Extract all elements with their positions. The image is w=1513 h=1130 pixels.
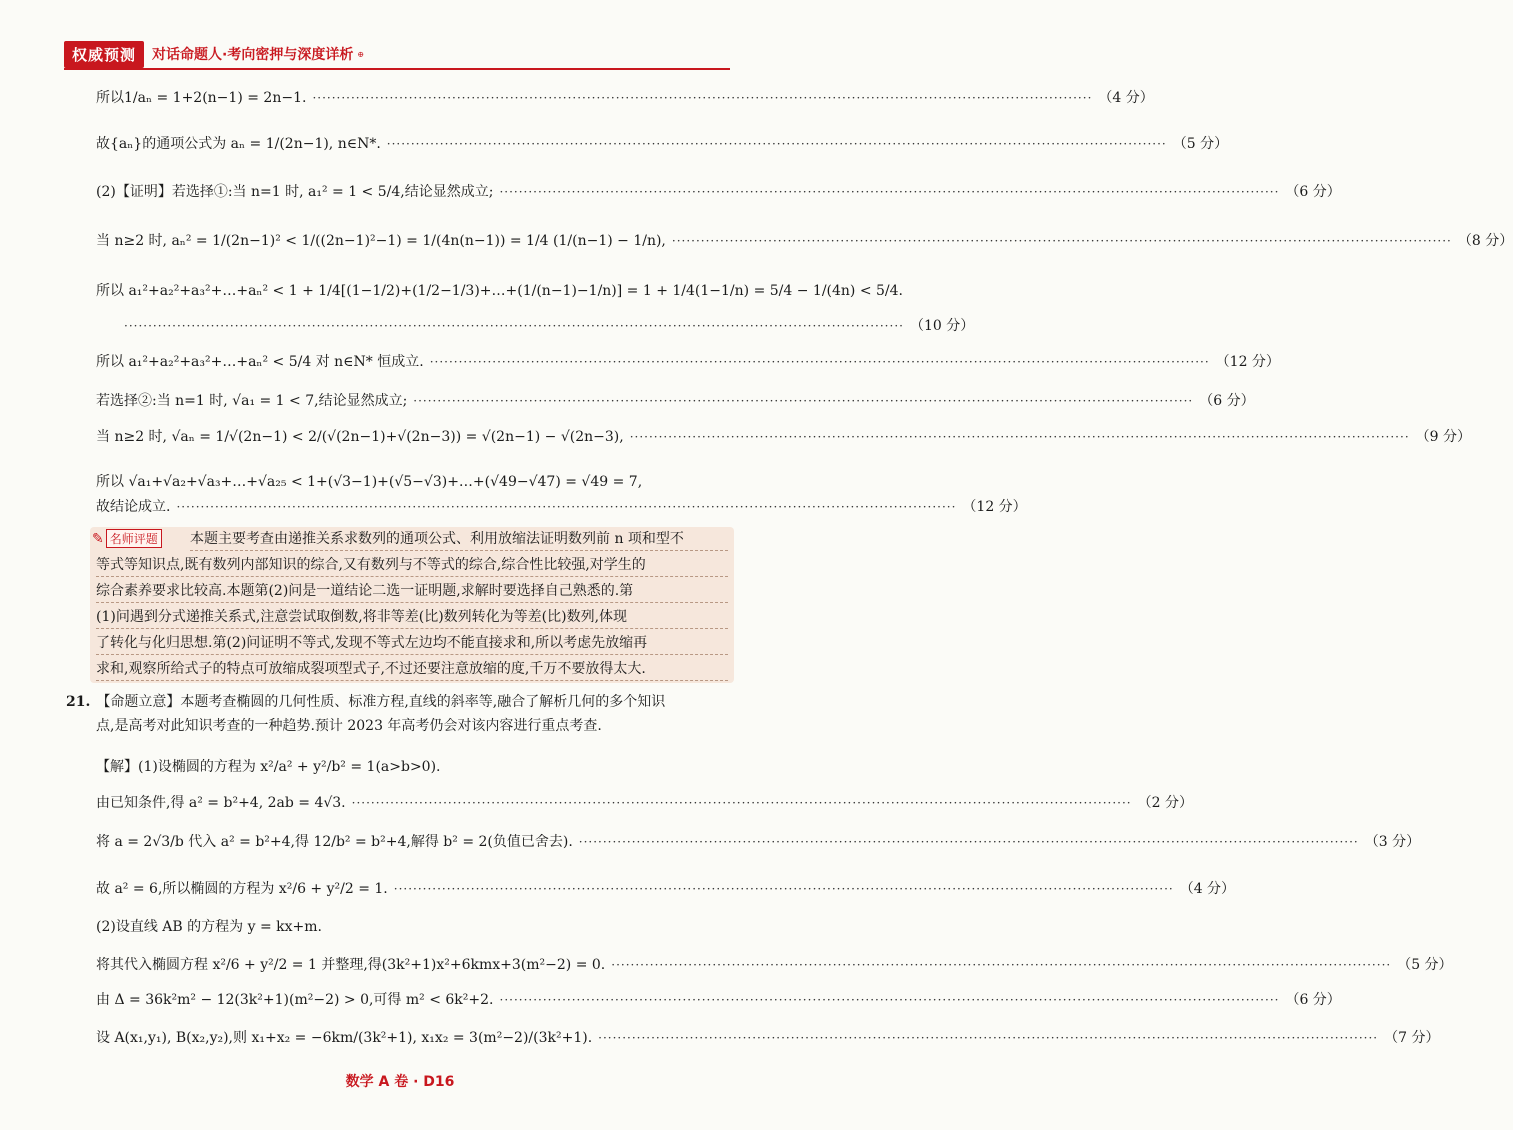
solution-line: 故结论成立. ····· （12 分） — [96, 497, 734, 517]
comment-line: (1)问遇到分式递推关系式,注意尝试取倒数,将非等差(比)数列转化为等差(比)数列,体现 — [96, 606, 728, 629]
comment-line: 本题主要考查由递推关系求数列的通项公式、利用放缩法证明数列前 n 项和型不 — [190, 528, 728, 551]
solution-line: 设 A(x₁,y₁), B(x₂,y₂),则 x₁+x₂ = −6km/(3k²+1), x₁x₂ = 3(m²−2)/(3k²+1). ····· （7 分） — [96, 1028, 734, 1048]
solution-line: 所以 √a₁+√a₂+√a₃+…+√a₂₅ < 1+(√3−1)+(√5−√3)+…+(√49−√47) = √49 = 7, — [96, 474, 643, 490]
header-badge: 权威预测 — [64, 41, 144, 68]
comment-tag — [92, 529, 162, 548]
teacher-comment-box — [90, 527, 734, 683]
comment-line: 了转化与化归思想.第(2)问证明不等式,发现不等式左边均不能直接求和,所以考虑先放缩再 — [96, 632, 728, 655]
q21-intro-cont: 点,是高考对此知识考查的一种趋势.预计 2023 年高考仍会对该内容进行重点考查. — [96, 718, 602, 734]
solution-line: 若选择②:当 n=1 时, √a₁ = 1 < 7,结论显然成立; ····· （6 分） — [96, 391, 734, 411]
solution-line: ····· （10 分） — [118, 316, 734, 336]
solution-line: (2)设直线 AB 的方程为 y = kx+m. — [96, 919, 322, 935]
comment-tag-label: 名师评题 — [106, 529, 162, 548]
solution-line: 所以 a₁²+a₂²+a₃²+…+aₙ² < 5/4 对 n∈N* 恒成立. ····· （12 分） — [96, 352, 734, 372]
q21-intro: 21. 【命题立意】本题考查椭圆的几何性质、标准方程,直线的斜率等,融合了解析几何的多个知识 — [66, 694, 666, 710]
solution-line: 由 Δ = 36k²m² − 12(3k²+1)(m²−2) > 0,可得 m² < 6k²+2. ····· （6 分） — [96, 990, 734, 1010]
pen-icon: ✎ — [92, 530, 104, 547]
solution-line: 所以 a₁²+a₂²+a₃²+…+aₙ² < 1 + 1/4[(1−1/2)+(1/2−1/3)+…+(1/(n−1)−1/n)] = 1 + 1/4(1−1/n) = 5/4 − 1/(4n) < 5/4. — [96, 283, 904, 299]
page-header — [64, 40, 364, 68]
solution-line: 故 a² = 6,所以椭圆的方程为 x²/6 + y²/2 = 1. ····· （4 分） — [96, 879, 734, 899]
solution-line: 当 n≥2 时, √aₙ = 1/√(2n−1) < 2/(√(2n−1)+√(2n−3)) = √(2n−1) − √(2n−3), ····· （9 分） — [96, 427, 734, 447]
header-divider — [64, 68, 730, 70]
solution-line: 故{aₙ}的通项公式为 aₙ = 1/(2n−1), n∈N*. ····· （5 分） — [96, 134, 734, 154]
solution-line: 【解】(1)设椭圆的方程为 x²/a² + y²/b² = 1(a>b>0). — [96, 759, 441, 775]
header-subtitle: 对话命题人·考向密押与深度详析 — [152, 47, 354, 63]
solution-line: 将其代入椭圆方程 x²/6 + y²/2 = 1 并整理,得(3k²+1)x²+6kmx+3(m²−2) = 0. ····· （5 分） — [96, 955, 734, 975]
solution-line: 所以1/aₙ = 1+2(n−1) = 2n−1. ····· （4 分） — [96, 88, 734, 108]
solution-line: 将 a = 2√3/b 代入 a² = b²+4,得 12/b² = b²+4,解得 b² = 2(负值已舍去). ····· （3 分） — [96, 832, 734, 852]
solution-line: 当 n≥2 时, aₙ² = 1/(2n−1)² < 1/((2n−1)²−1) = 1/(4n(n−1)) = 1/4 (1/(n−1) − 1/n), ····· （8 分） — [96, 231, 734, 251]
solution-line: 由已知条件,得 a² = b²+4, 2ab = 4√3. ····· （2 分） — [96, 793, 734, 813]
comment-line: 综合素养要求比较高.本题第(2)问是一道结论二选一证明题,求解时要选择自己熟悉的.第 — [96, 580, 728, 603]
comment-line: 求和,观察所给式子的特点可放缩成裂项型式子,不过还要注意放缩的度,千万不要放得太大. — [96, 658, 728, 681]
header-logo-icon: ⊕ — [357, 49, 365, 59]
question-number: 21. — [66, 694, 91, 710]
solution-line: (2)【证明】若选择①:当 n=1 时, a₁² = 1 < 5/4,结论显然成立; ····· （6 分） — [96, 182, 734, 202]
comment-line: 等式等知识点,既有数列内部知识的综合,又有数列与不等式的综合,综合性比较强,对学生的 — [96, 554, 728, 577]
page-footer: 数学 A 卷 · D16 — [345, 1074, 455, 1090]
